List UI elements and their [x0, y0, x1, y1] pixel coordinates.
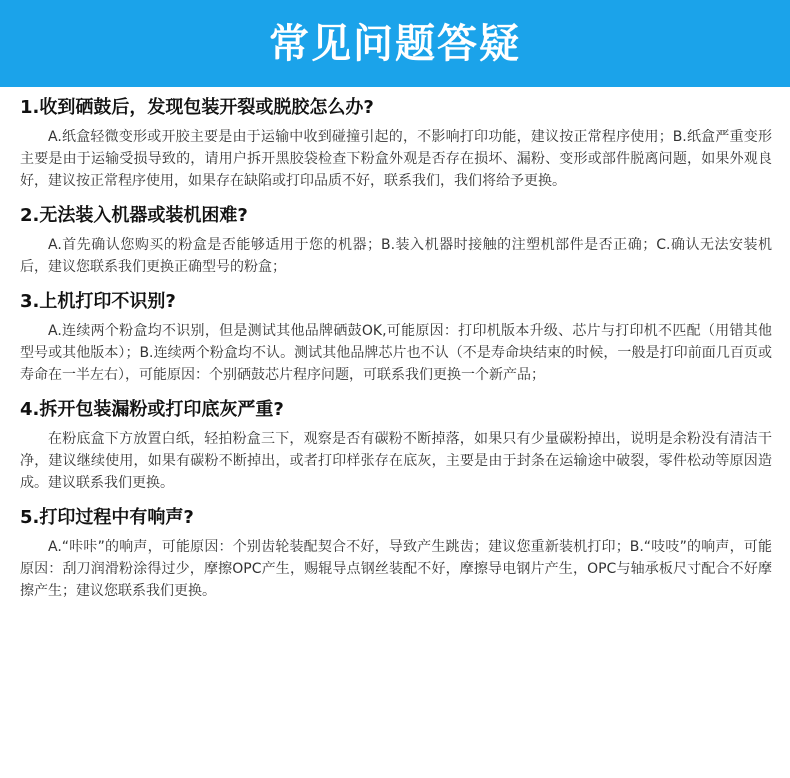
header-banner [0, 0, 790, 87]
faq-answer: A.“咔咔”的响声，可能原因：个别齿轮装配契合不好，导致产生跳齿；建议您重新装机打印；B.“吱吱”的响声，可能原因：刮刀润滑粉涂得过少，摩擦OPC产生，赐辊导点钢丝装配不好，摩擦导电钢片产生，OPC与轴承板尺寸配合不好摩擦产生；建议您联系我们更换。 [20, 539, 772, 599]
faq-item-4 [20, 398, 772, 494]
page-title: 常见问题答疑 [269, 20, 521, 67]
faq-question: 5.打印过程中有响声? [20, 507, 194, 528]
faq-question: 3.上机打印不识别? [20, 291, 176, 312]
faq-answer: A.连续两个粉盒均不识别，但是测试其他品牌硒鼓OK,可能原因：打印机版本升级、芯片与打印机不匹配（用错其他型号或其他版本）；B.连续两个粉盒均不认。测试其他品牌芯片也不认（不是寿命块结束的时候，一般是打印前面几百页或寿命在一半左右），可能原因：个别硒鼓芯片程序问题，可联系我们更换一个新产品； [20, 323, 772, 383]
faq-answer: A.纸盒轻微变形或开胶主要是由于运输中收到碰撞引起的，不影响打印功能，建议按正常程序使用；B.纸盒严重变形主要是由于运输受损导致的，请用户拆开黑胶袋检查下粉盒外观是否存在损坏、漏粉、变形或部件脱离问题，如果外观良好，建议按正常程序使用，如果存在缺陷或打印品质不好，联系我们，我们将给予更换。 [20, 129, 772, 189]
faq-answer: 在粉底盒下方放置白纸，轻拍粉盒三下，观察是否有碳粉不断掉落，如果只有少量碳粉掉出，说明是余粉没有清洁干净，建议继续使用，如果有碳粉不断掉出，或者打印样张存在底灰，主要是由于封条在运输途中破裂，零件松动等原因造成。建议联系我们更换。 [20, 431, 772, 491]
faq-item-2 [20, 204, 772, 278]
faq-item-3 [20, 290, 772, 386]
faq-question: 2.无法装入机器或装机困难? [20, 205, 248, 226]
faq-question: 1.收到硒鼓后，发现包装开裂或脱胶怎么办? [20, 97, 374, 118]
faq-answer: A.首先确认您购买的粉盒是否能够适用于您的机器；B.装入机器时接触的注塑机部件是否正确；C.确认无法安装机后，建议您联系我们更换正确型号的粉盒； [20, 237, 772, 275]
faq-question: 4.拆开包装漏粉或打印底灰严重? [20, 399, 284, 420]
faq-list [20, 96, 772, 602]
faq-item-1 [20, 96, 772, 192]
faq-item-5 [20, 506, 772, 602]
